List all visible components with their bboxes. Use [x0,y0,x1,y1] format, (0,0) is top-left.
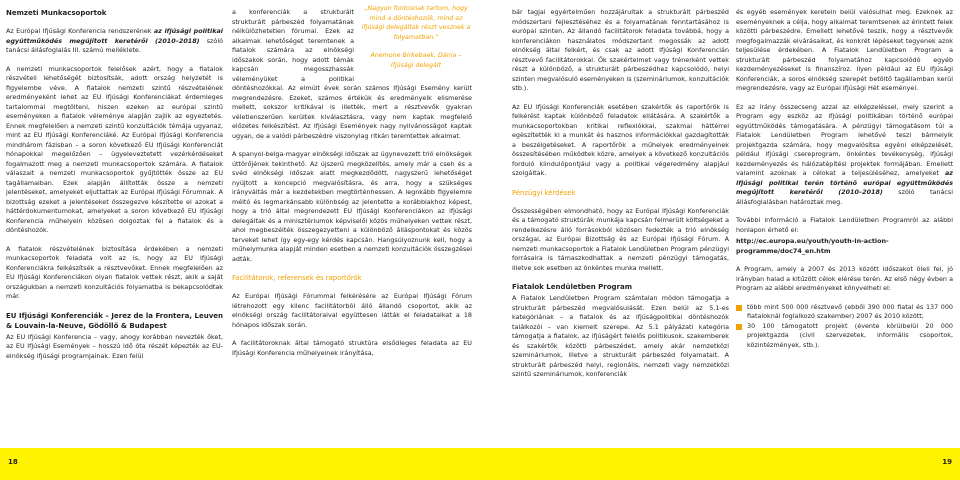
right-page [480,0,960,480]
paragraph: a konferenciák a strukturált strukturált párbeszéd folyamatának nélkülözhetetlen fórumai. Ezek az alkalmak lehetőséget teremtenek a fiatalok számára az elnökségi időszakok során, hogy adott témák kapcsán megosszhassák véleményüket a politikai döntéshozókkal. Az elmúlt évek során számos Ifjúsági Esemény került megrendezésre. Ezeket, számos értékük és eredményeik elismerése mellett, sokszor kritikával is illették, mert a résztvevők gyakran véletlenszerűen kerültek kiválasztásra, vagy nem kaptak megfelelő előzetes felkészítést. Az Ifjúsági Események nagy nyilvánosságot kaptak ugyan, de a valódi párbeszédre viszonylag ritkán teremtettek alkalmat. [232,8,472,140]
paragraph: Ez az írány összecseng azzal az elképzeléssel, mely szerint a Program egy eszköz az ifjúsági politikában történő európai együttműködés támogatására. A pénzügyi támogatásom túl a Fiatalok Lendületben Program lehetővé teszi bármelyik projektgazda számára, hogy megvalósítsa egyéni elképzelését, például ifjúsági csereprogram, önkéntes tevékenység, ifjúsági kezdeményezés és hálózatépítési projektek formájában. Emellett valamint azoknak a célokat a teljesüléséhez, amelyeket az ifjúsági politikai terén történő európai együttműködés megújított keretéről (2010–2018) szóló tanácsi állásfoglalásban határoztak meg. [736,102,953,206]
paragraph: A Fiatalok Lendületben Program számtalan módon támogatja a strukturált párbeszéd megvalósulását. Ezen belül az 5.1-es kategóriának – a fiatalok és az ifjúságpolitikai döntéshozók találkozói – van kiemelt szerepe. Az 5.1 pályázati kategória támogatja a fiatalok, az ifjúságért felelős politikusok, szakemberek és szakértők közötti párbeszédet, amely akár nemzetközi szemináriumok, illetve a strukturált párbeszéd folyamatait. A strukturált párbeszéd helyi, regionális, nemzeti vagy nemzetközi szintű szemináriumok, konferenciák [512,294,729,378]
paragraph: bár tagjai egyértelműen hozzájárultak a strukturált párbeszéd módszertani fejlesztéséhez és a folyamatának fenntartásához is európai szinten. Az állandó facilitátorok feladata továbbá, hogy a konferenciákon használatos módszertant megossák az adott elnökség által felkért, és csak az adott Ifjúsági Konferencián résztvevő facilitátorokkal. Ők szakértelmet vagy trénerként vettek részt a különböző, a strukturált párbeszédhez kapcsolódó, helyi szinten megvalósuló eseményeken is (szemináriumok, konzultációk stb.). [512,8,729,92]
right-column-1 [512,8,729,389]
paragraph: További információ a Fiatalok Lendületben Programról az alábbi honlapon érhető el: [736,216,953,234]
paragraph: A Program, amely a 2007 és 2013 között időszakot öleli fel, jó irányban halad a kitűzött célok elérése terén. Az első négy évben a Program az alábbi eredményeket könyvelheti el: [736,265,953,292]
bullet-square-icon [736,324,742,330]
paragraph: A fiatalok részvételének biztosítása érdekében a nemzeti munkacsoportok feladata volt az is, hogy az EU Ifjúsági Konferenciákra felkészítsék a résztvevőket. Ennek megfelelően az EU Ifjúsági Konferenciákon olyan fiatalok vettek részt, akik a saját országukban a nemzeti konzultációs folyamatba is bekapcsolódtak már. [6,244,223,300]
bullet-square-icon [736,305,742,311]
footer-bar [0,448,480,480]
program-link[interactable]: http://ec.europa.eu/youth/youth-in-action-programme/doc74_en.htm [736,237,889,255]
link-paragraph [736,237,953,256]
quote-text: „Nagyon fontosnak tartom, hogy mind a döntéshozók, mind az ifjúsági delegáltak részt vesznek a folyamatban.” [361,5,471,41]
list-item: több mint 500 000 résztvevő (ebből 390 000 fiatal és 137 000 fiataloknál foglalkozó szakember) 2007 és 2010 között; [736,303,953,322]
paragraph: Az Európai Ifjúsági Fórummal felkérésére az Európai Ifjúsági Fórum létrehozott egy kilenc facilitátorból álló állandó csoportot, akik az elnökségi ország facilitátoraival együttesen látták el feladataikat a 18 hónapos időszak során. [232,292,472,329]
quote-attribution: Anemone Birkebaek, Dánia – ifjúsági delegált [370,52,462,69]
page-number: 19 [942,458,952,466]
left-column-2 [232,5,472,367]
pull-quote [360,4,472,79]
paragraph: és egyéb események keretein belül valósulhat meg. Ezeknek az eseményeknek a célja, hogy alkalmat teremtsenek az érintett felek közötti párbeszédre. Emellett lehetővé teszik, hogy a résztvevők megfogalmazzák elvárásaikat, és konkrét lépéseket tegyenek azok teljesülése érdekében. A Fiatalok Lendületben Program a strukturált párbeszéd folyamatához kapcsolódó egyéb kezdeményezéseket is finanszíroz. Ilyen például az EU Ifjúsági Konferenciák, a soros elnökség szerepét betöltő tagállamban kerül megrendezésre, vagy az Európai Ifjúsági Hét eseményei. [736,8,953,92]
section-heading: Fiatalok Lendületben Program [512,283,633,291]
list-item: 30 100 támogatott projekt (évente körülbelül 20 000 projektgazda (civil szervezetek, informális csoportok, közintézmények, stb.). [736,322,953,351]
paragraph: Az EU Ifjúsági Konferenciák esetében szakértők és raportőrök is felkérést kaptak különböző feladatok ellátására. A szakértők a munkacsoportokban kritikai reflexiókkal, szakmai háttérrel egészítették ki a munkát és hasznos információkkal gazdagították a beszélgetéseket. A raportőrök a műhelyek eredményeinek összesítésében működtek közre, amelyek a következő konzultációs forduló kiindulópontjául vagy a politikai végeredmény alapjául szolgáltak. [512,102,729,177]
footer-bar [480,448,960,480]
right-column-2 [736,8,953,350]
sub-heading: EU Ifjúsági Konferenciák – Jerez de la Frontera, Leuven & Louvain-la-Neuve, Gödöllő & Budapest [6,311,223,330]
paragraph: A nemzeti munkacsoportok felelősek azért, hogy a fiatalok részvételi lehetőségét biztosítsák, adott ország helyzetét is figyelembe véve. A fiatalok nemzeti szintű részvételének eredményeként lehet az EU Ifjúsági Konferenciákat érdemleges tartalommal megtölteni, hiszen ezeken az európai szintű eseményeken a fiatalok véleménye alapján zajlik az egyeztetés. Ennek megfelelően a nemzeti szintű konzultációk témája ugyanaz, mint az EU Ifjúsági Konferenciáké. Az Európai Ifjúsági Konferencia mindhárom fázisban – a soron következő EU Ifjúsági Konferenciát hónapokkal megelőzően – ügyeleveztetett vezérkérdéseket fogalmazott meg a nemzeti munkacsoportok számára. A fiatalok válaszait a nemzeti munkacsoportok gyűjtötték össze az EU tagállamaiban. Ezek alapján állították össze a nemzeti jelentéseket, amelyeket eljuttattak az Európai Ifjúsági Fórumnak. A bizottság ezeket a jelentéseket összegezve készítette el azokat a háttérdokumentumokat, amelyeket a soron következő EU Ifjúsági Konferencia műhelyein közösen dolgoztak fel a fiatalok és a döntéshozók. [6,64,223,234]
paragraph: Az EU Ifjúsági Konferencia – vagy, ahogy korábban nevezték őket, az EU Ifjúsági Események – hosszú idő óta részét képezték az EU-elnökség ifjúsági programjainak. Ezen felül [6,332,223,360]
page-number: 18 [8,458,18,466]
paragraph: Az Európai Ifjúsági Konferencia rendszerének az ifjúsági politikai együttműködés megújított keretéről (2010–2018) szóló tanácsi állásfoglalás III. számú melléklete. [6,27,223,54]
paragraph: Összességében elmondható, hogy az Európai Ifjúsági Konferenciák és a támogató struktúrák munkája kapcsán felmerült költségeket a rendelkezésre álló forrásokból közösen fedezték a trió elnökség országai, az Európai Bizottság és az Európai Ifjúsági Fórum. A nemzeti munkacsoportok a Fiatalok Lendületben Program pénzügyi forrásaira is támaszkodhattak a nemzeti pénzügyi támogatás, illetve sok esetben az önkéntes munka mellett. [512,206,729,272]
sub-heading: Facilitátorok, referensek és raportőrök [232,274,362,282]
paragraph: A spanyol-belga-magyar elnökségi időszak az úgynevezett trió elnökségek úttörőjének tekinthető. Az újszerű megközelítés, amely már a cseh és a svéd elnökségi időszak alatt megkezdődött, nagyszerű lehetőséget nyújtott a koncepció megvalósításra, és arra, hogy a szükséges irányváltás már a kezdetekben megtörténhessen. A legnkább figyelemre méltó és legmarkánsabb különbség az jelentette a korábbiakhoz képest, hogy a trió által megrendezett EU Ifjúsági Konferenciákon az ifjúsági delegáltak és a minisztériumok képviselői közös műhelyeken vettek részt, ahol megbeszélték összegezyetteni a különböző álláspontokat és közös terveket lehet így egy-egy kérdés kapcsán. Hangsúlyoznunk kell, hogy a műhelymunka alapját minden esetben a nemzeti konzultációk összegzései adták. [232,150,472,263]
left-column-1 [6,8,223,370]
section-heading: Nemzeti Munkacsoportok [6,9,107,17]
sub-heading: Pénzügyi kérdések [512,188,576,197]
paragraph: A facilitátoroknak által támogató struktúra elsődleges feladata az EU Ifjúsági Konferencia műhelyeinek irányítása, [232,339,472,357]
